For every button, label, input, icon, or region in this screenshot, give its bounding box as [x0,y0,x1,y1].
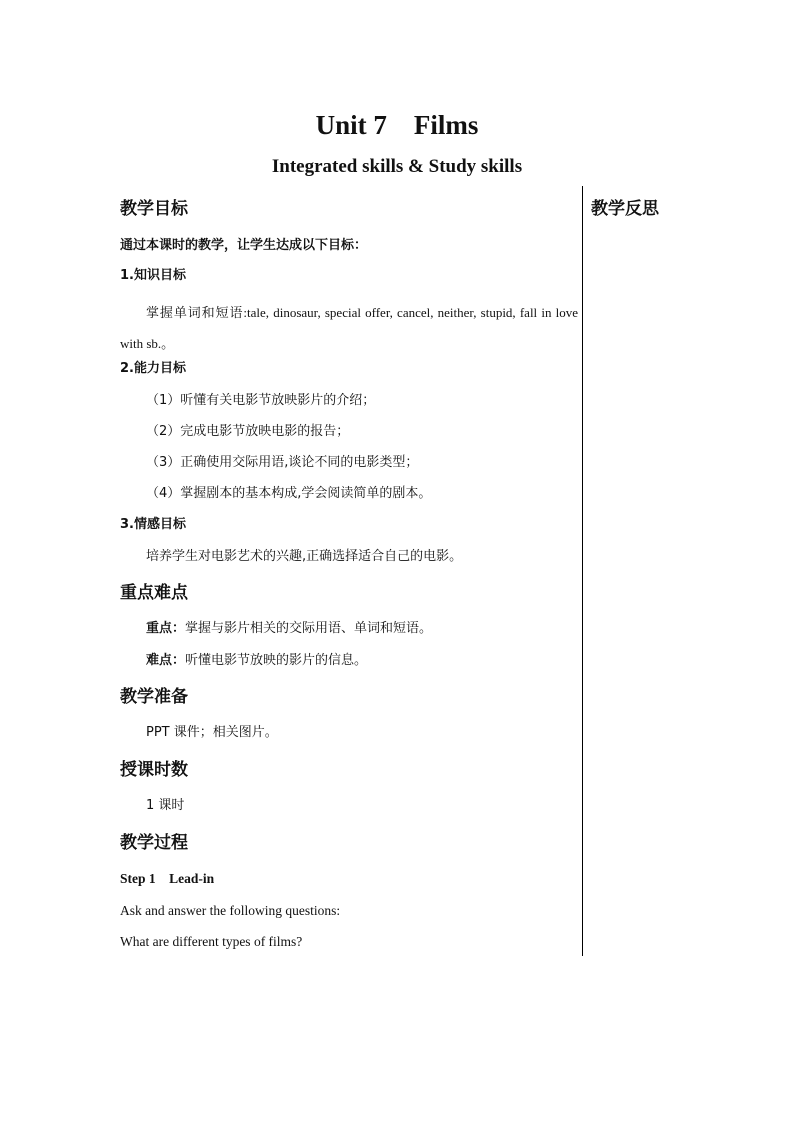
difficult-point-line [146,652,367,670]
reflection-heading: 教学反思 [591,199,659,219]
key-point-text: 掌握与影片相关的交际用语、单词和短语。 [185,621,433,636]
knowledge-text: 掌握单词和短语:tale, dinosaur, special offer, cancel, neither, stupid, fall in love with sb.。 [120,305,578,351]
page-title: Unit 7 Films [315,110,479,140]
ability-item: （3）正确使用交际用语,谈论不同的电影类型； [146,455,419,470]
keypoints-heading: 重点难点 [120,583,188,603]
difficult-point-text: 听懂电影节放映的影片的信息。 [185,653,368,668]
emotion-heading: 3.情感目标 [120,517,186,532]
step1-heading: Step 1 Lead-in [120,871,215,886]
preparation-text: PPT 课件；相关图片。 [146,725,278,740]
process-line: Ask and answer the following questions: [120,903,341,918]
knowledge-heading: 1.知识目标 [120,268,186,283]
key-point-label: 重点： [146,621,186,636]
hours-heading: 授课时数 [120,760,188,780]
hours-text: 1 课时 [146,798,185,813]
ability-item: （2）完成电影节放映电影的报告； [146,424,350,439]
ability-heading: 2.能力目标 [120,361,186,376]
key-point-line [146,620,432,638]
column-divider [582,186,583,956]
ability-item: （4）掌握剧本的基本构成,学会阅读简单的剧本。 [146,486,432,501]
objectives-heading: 教学目标 [120,199,188,219]
emotion-text: 培养学生对电影艺术的兴趣,正确选择适合自己的电影。 [146,549,463,564]
objectives-intro: 通过本课时的教学，让学生达成以下目标： [120,238,368,253]
ability-item: （1）听懂有关电影节放映影片的介绍； [146,393,376,408]
page-subtitle: Integrated skills & Study skills [271,156,523,177]
preparation-heading: 教学准备 [120,687,188,707]
difficult-point-label: 难点： [146,653,186,668]
process-line: What are different types of films? [120,934,303,949]
process-heading: 教学过程 [120,833,188,853]
